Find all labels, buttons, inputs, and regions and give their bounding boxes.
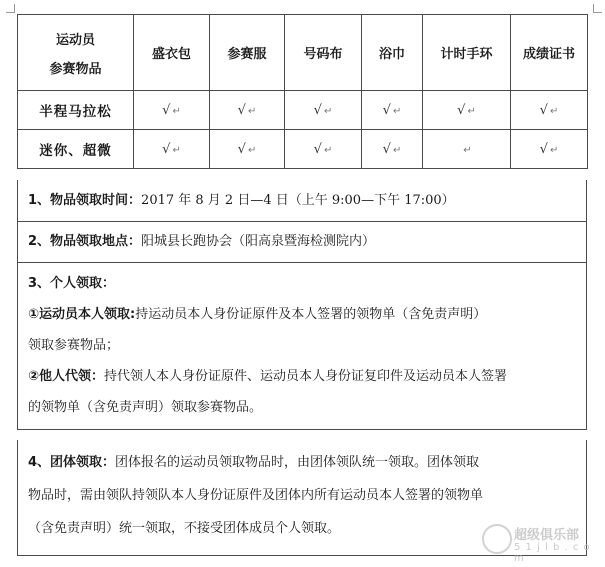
- check-cell: [285, 130, 362, 169]
- check-mark: √: [382, 141, 391, 157]
- check-cell: [362, 91, 423, 130]
- paragraph-mark-icon: ↵: [549, 144, 559, 156]
- check-mark: √: [237, 102, 246, 118]
- check-cell: [423, 130, 511, 169]
- check-cell: [423, 91, 511, 130]
- pickup-time-label: 1、物品领取时间：: [28, 193, 142, 208]
- check-mark: √: [313, 102, 322, 118]
- watermark-logo-icon: [482, 524, 512, 554]
- check-mark: √: [382, 102, 391, 118]
- column-header: 号码布: [285, 15, 362, 91]
- items-table: [17, 14, 588, 169]
- pickup-place-label: 2、物品领取地点：: [28, 234, 142, 249]
- paragraph-mark-icon: ↵: [392, 105, 402, 117]
- check-mark: √: [162, 102, 171, 118]
- table-row: [18, 91, 588, 130]
- check-mark: √: [539, 102, 548, 118]
- check-cell: [362, 130, 423, 169]
- self-pickup-text-2: 领取参赛物品；: [28, 338, 120, 353]
- paragraph-mark-icon: ↵: [172, 105, 181, 117]
- paragraph-mark-icon: ↵: [247, 144, 257, 156]
- paragraph-mark-icon: ↵: [247, 105, 257, 117]
- section-personal-pickup: [17, 262, 587, 430]
- check-mark: √: [162, 141, 171, 157]
- team-pickup-label: 4、团体领取：: [28, 455, 116, 470]
- check-cell: [210, 130, 285, 169]
- column-header: 盛衣包: [134, 15, 210, 91]
- team-pickup-text-1: 团体报名的运动员领取物品时，由团体领队统一领取。团体领取: [115, 455, 480, 470]
- proxy-pickup-label: ②他人代领：: [28, 369, 105, 384]
- column-header: 参赛服: [210, 15, 285, 91]
- paragraph-mark-icon: ↵: [323, 105, 333, 117]
- check-mark: √: [539, 141, 548, 157]
- pickup-time-text: 2017 年 8 月 2 日—4 日（上午 9:00—下午 17:00）: [141, 193, 455, 208]
- team-pickup-text-2: 物品时，需由领队持领队本人身份证原件及团体内所有运动员本人签署的领物单: [28, 488, 484, 503]
- row-label: 半程马拉松: [18, 91, 134, 130]
- paragraph-mark-icon: ↵: [467, 105, 476, 117]
- table-row: [18, 130, 588, 169]
- table-header-row: [18, 15, 588, 91]
- personal-pickup-title: 3、个人领取：: [28, 276, 116, 291]
- row-label: 迷你、超微: [18, 130, 134, 169]
- column-header: 浴巾: [362, 15, 423, 91]
- team-pickup-text-3: （含免责声明）统一领取，不接受团体成员个人领取。: [28, 521, 341, 536]
- watermark-line2: 5 1 j l b . c o m: [514, 542, 591, 564]
- header-label-line1: 运动员: [55, 32, 95, 48]
- paragraph-mark-icon: ↵: [392, 144, 402, 156]
- check-cell: [210, 91, 285, 130]
- watermark: [480, 520, 600, 564]
- check-cell: [511, 91, 588, 130]
- section-pickup-place: [17, 221, 587, 263]
- check-cell: [134, 130, 210, 169]
- check-cell: [511, 130, 588, 169]
- proxy-pickup-text-1: 持代领人本人身份证原件、运动员本人身份证复印件及运动员本人签署: [104, 369, 508, 384]
- check-cell: [134, 91, 210, 130]
- page-corner-mark: [593, 4, 602, 13]
- column-header: 成绩证书: [511, 15, 588, 91]
- watermark-line1: 超级俱乐部: [514, 528, 580, 543]
- self-pickup-text-1: 持运动员本人身份证原件及本人签署的领物单（含免责声明）: [135, 307, 487, 322]
- paragraph-mark-icon: ↵: [549, 105, 559, 117]
- paragraph-mark-icon: ↵: [172, 144, 181, 156]
- paragraph-mark-icon: ↵: [323, 144, 333, 156]
- section-pickup-time: [17, 180, 587, 222]
- self-pickup-label: ①运动员本人领取:: [28, 307, 136, 322]
- header-corner-cell: [18, 15, 134, 91]
- paragraph-mark-icon: ↵: [463, 144, 472, 156]
- check-cell: [285, 91, 362, 130]
- check-mark: √: [457, 102, 466, 118]
- pickup-place-text: 阳城县长跑协会（阳高泉暨海检测院内）: [141, 234, 376, 249]
- check-mark: √: [237, 141, 246, 157]
- page-corner-mark: [6, 4, 15, 13]
- proxy-pickup-text-2: 的领物单（含免责声明）领取参赛物品。: [28, 400, 263, 415]
- column-header: 计时手环: [423, 15, 511, 91]
- header-label-line2: 参赛物品: [49, 61, 102, 77]
- check-mark: √: [313, 141, 322, 157]
